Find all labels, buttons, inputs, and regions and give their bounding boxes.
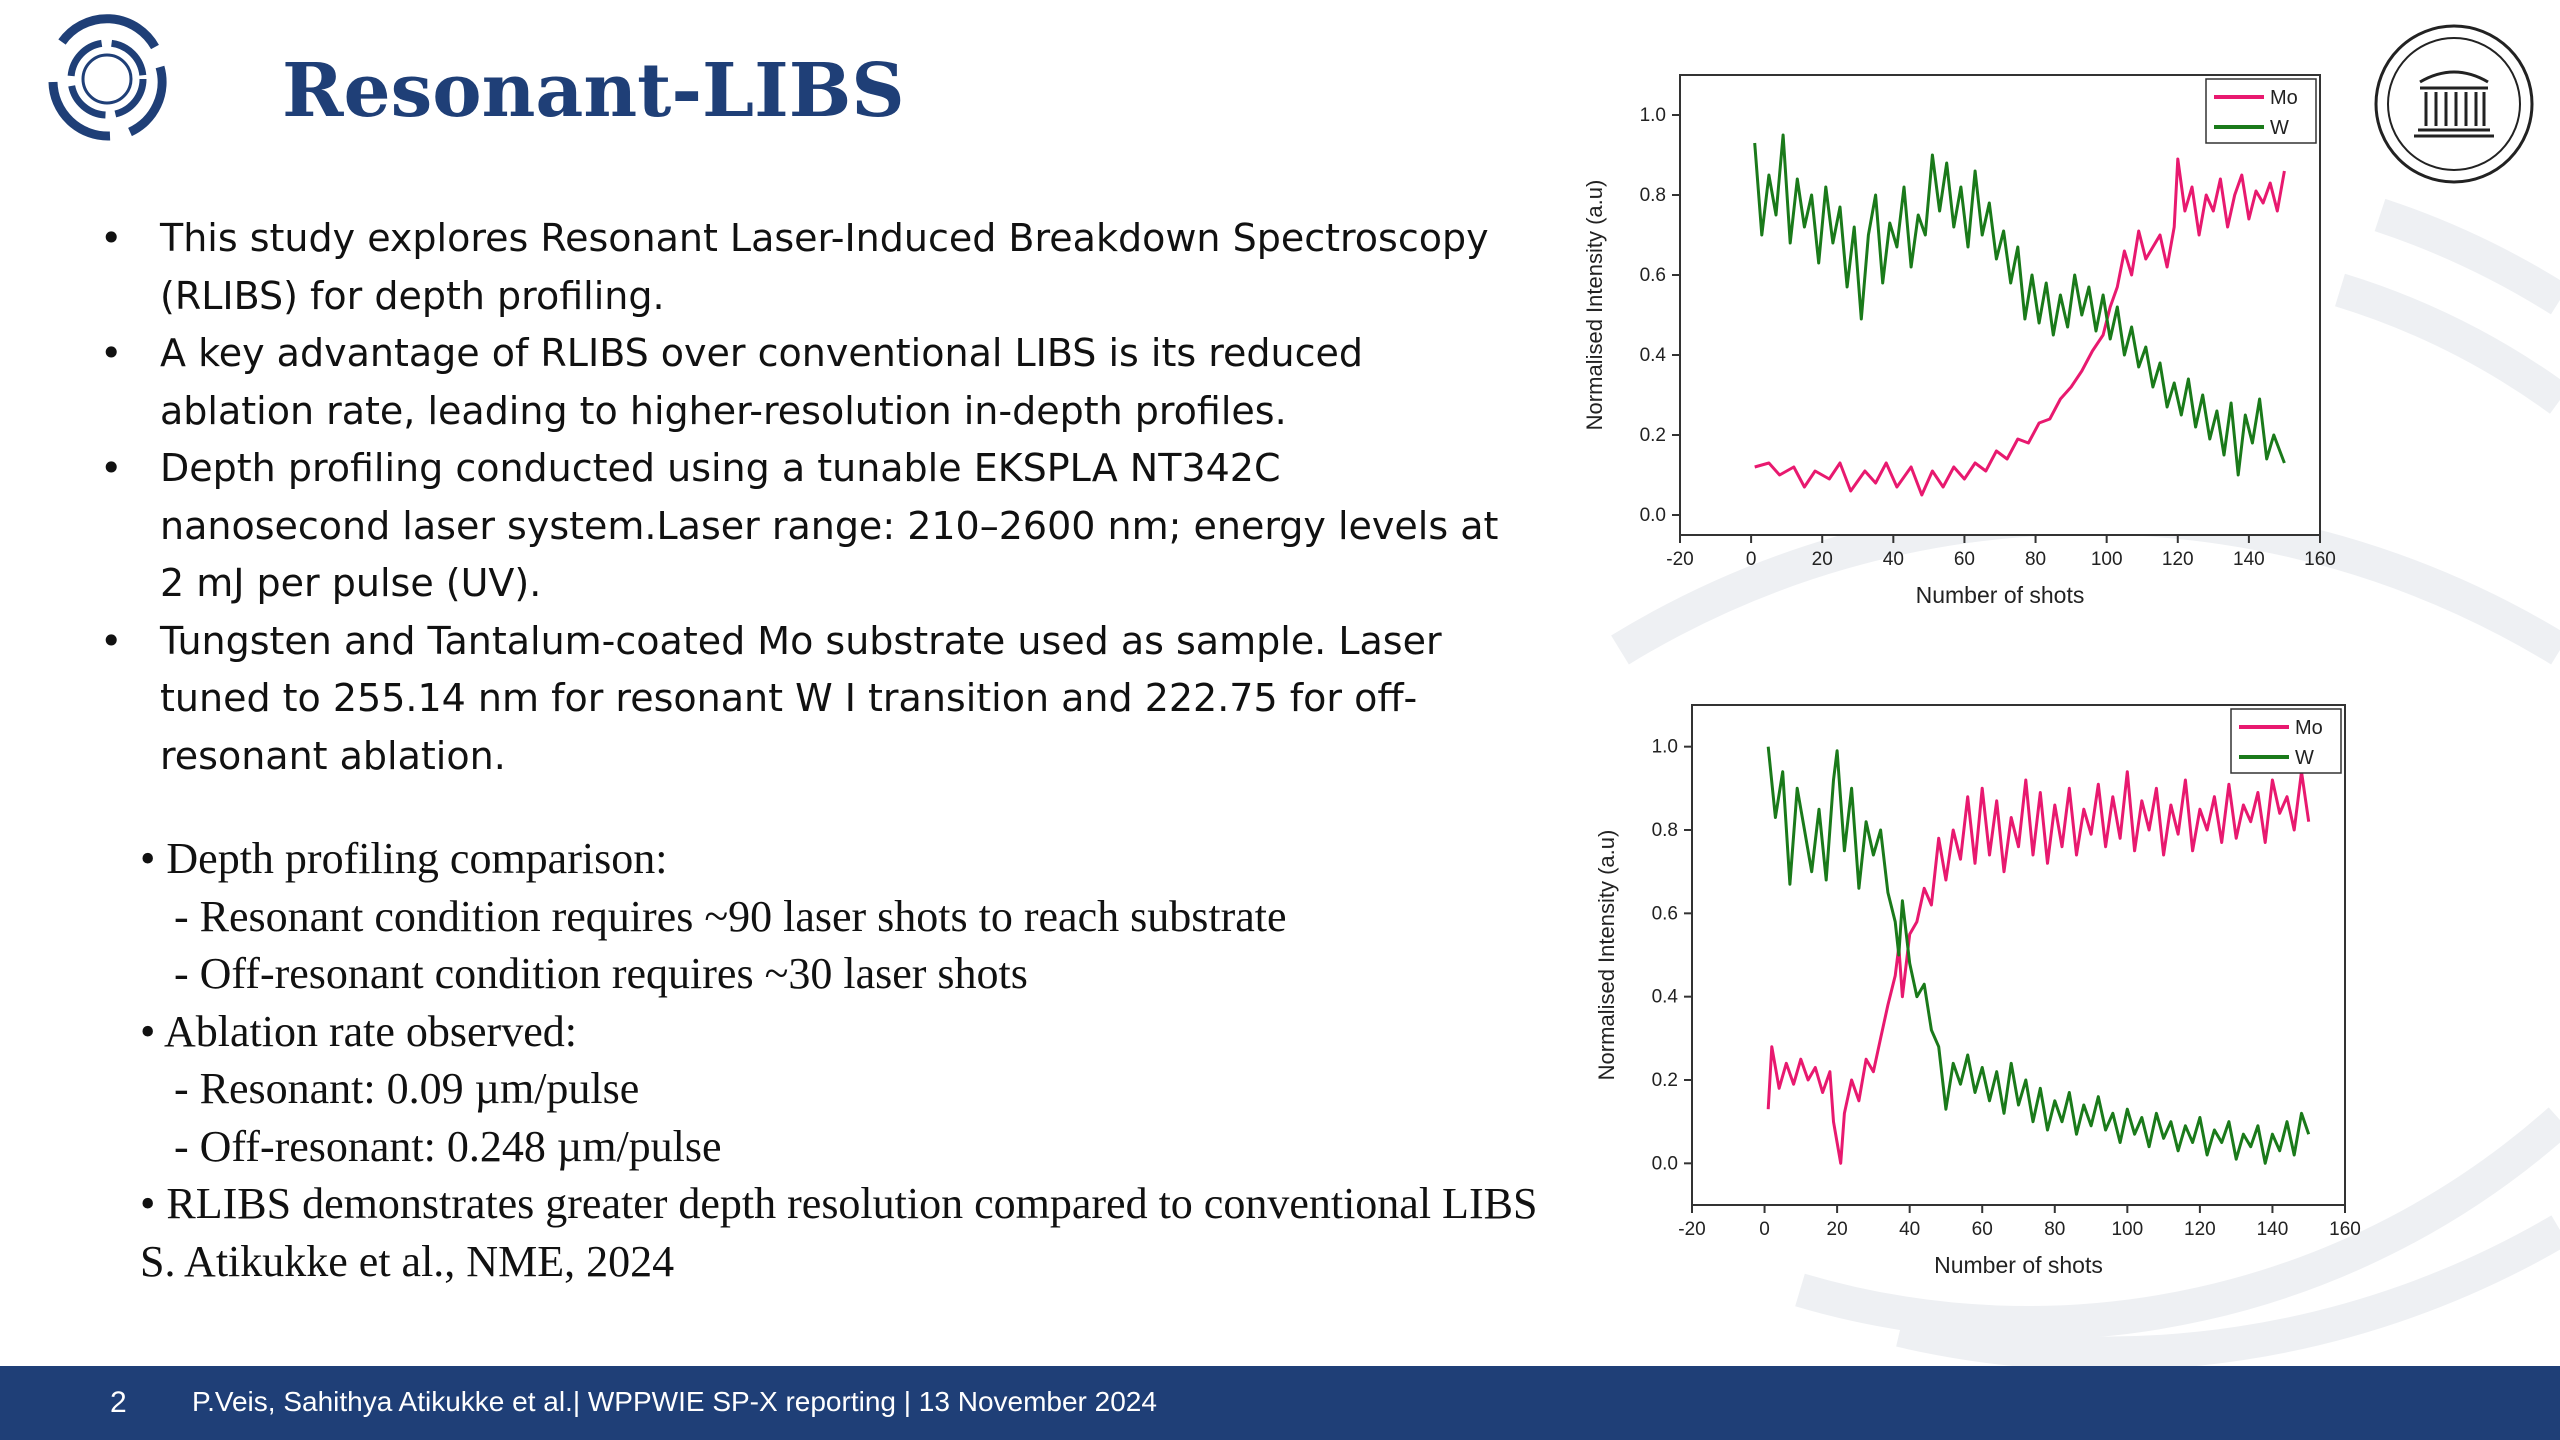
x-tick-label: 20: [1826, 1219, 1848, 1240]
legend-box: [2206, 79, 2316, 143]
x-tick-label: 80: [2024, 549, 2047, 570]
x-tick-label: 80: [2044, 1219, 2066, 1240]
x-tick-label: 120: [2184, 1219, 2216, 1240]
offresonant-depth-profile-chart: [1580, 690, 2370, 1300]
x-tick-label: 40: [1899, 1219, 1921, 1240]
y-tick-label: 0.0: [1651, 1153, 1678, 1175]
citation-text: S. Atikukke et al., NME, 2024: [140, 1236, 675, 1286]
university-building-logo: [2372, 22, 2536, 186]
summary-block: [140, 830, 1580, 1290]
x-tick-label: 100: [2111, 1219, 2144, 1240]
legend-label: W: [2295, 747, 2314, 769]
y-tick-label: 0.4: [1651, 986, 1678, 1008]
y-tick-label: 0.6: [1639, 265, 1666, 286]
bullet-item: • Tungsten and Tantalum-coated Mo substrate used as sample. Laser tuned to 255.14 nm for resonant W I transition and 222.75 for off-resonant ablation.: [100, 613, 1500, 786]
x-tick-label: 140: [2233, 549, 2265, 570]
ablation-offresonant: - Off-resonant: 0.248 µm/pulse: [174, 1121, 722, 1171]
legend-label: Mo: [2270, 87, 2298, 109]
y-axis-label: Normalised Intensity (a.u): [1582, 179, 1607, 431]
ablation-heading: • Ablation rate observed:: [140, 1006, 577, 1056]
legend-box: [2231, 709, 2341, 773]
x-tick-label: 60: [1971, 1219, 1993, 1240]
bullet-item: • This study explores Resonant Laser-Induced Breakdown Spectroscopy (RLIBS) for depth profiling.: [100, 210, 1500, 325]
y-tick-label: 0.2: [1639, 425, 1666, 446]
x-axis-label: Number of shots: [1934, 1252, 2103, 1278]
y-tick-label: 0.6: [1651, 903, 1678, 925]
legend-label: W: [2270, 117, 2289, 139]
footer-text: P.Veis, Sahithya Atikukke et al.| WPPWIE SP-X reporting | 13 November 2024: [192, 1386, 1157, 1417]
x-tick-label: 60: [1953, 549, 1976, 570]
y-tick-label: 0.8: [1639, 185, 1666, 206]
x-tick-label: 0: [1759, 1219, 1770, 1240]
x-tick-label: 40: [1882, 549, 1904, 570]
comparison-resonant: - Resonant condition requires ~90 laser shots to reach substrate: [174, 891, 1287, 941]
comparison-offresonant: - Off-resonant condition requires ~30 laser shots: [174, 949, 1028, 998]
x-tick-label: 160: [2304, 549, 2336, 570]
x-tick-label: 120: [2161, 549, 2194, 570]
x-tick-label: -20: [1666, 549, 1694, 570]
plot-frame: [1680, 75, 2320, 535]
y-axis-label: Normalised Intensity (a.u): [1594, 829, 1619, 1081]
footer-bar: [0, 1366, 2560, 1440]
legend-label: Mo: [2295, 717, 2323, 739]
x-tick-label: 100: [2090, 549, 2123, 570]
y-tick-label: 1.0: [1639, 105, 1666, 126]
y-tick-label: 0.0: [1639, 505, 1666, 526]
y-tick-label: 0.2: [1651, 1070, 1678, 1091]
plot-frame: [1692, 705, 2345, 1205]
x-tick-label: 160: [2329, 1219, 2361, 1240]
ablation-resonant: - Resonant: 0.09 µm/pulse: [174, 1064, 640, 1113]
slide-title: Resonant-LIBS: [282, 48, 905, 134]
resonant-depth-profile-chart: [1570, 60, 2340, 625]
comparison-heading: • Depth profiling comparison:: [140, 834, 668, 883]
institute-ring-logo: [40, 12, 175, 147]
bullet-list: [100, 210, 1500, 785]
bullet-item: • Depth profiling conducted using a tunable EKSPLA NT342C nanosecond laser system.Laser range: 210–2600 nm; energy levels at 2 mJ per pulse (UV).: [100, 440, 1500, 613]
x-axis-label: Number of shots: [1915, 582, 2085, 608]
bullet-item: • A key advantage of RLIBS over conventional LIBS is its reduced ablation rate, leading to higher-resolution in-depth profiles.: [100, 325, 1500, 440]
y-tick-label: 0.4: [1639, 345, 1666, 366]
page-number: 2: [110, 1386, 127, 1419]
x-tick-label: 0: [1745, 549, 1757, 570]
x-tick-label: 140: [2256, 1219, 2289, 1240]
x-tick-label: -20: [1678, 1219, 1706, 1240]
conclusion-text: • RLIBS demonstrates greater depth resolution compared to conventional LIBS: [140, 1179, 1538, 1228]
x-tick-label: 20: [1811, 549, 1833, 570]
y-tick-label: 1.0: [1651, 736, 1678, 758]
y-tick-label: 0.8: [1651, 820, 1678, 841]
